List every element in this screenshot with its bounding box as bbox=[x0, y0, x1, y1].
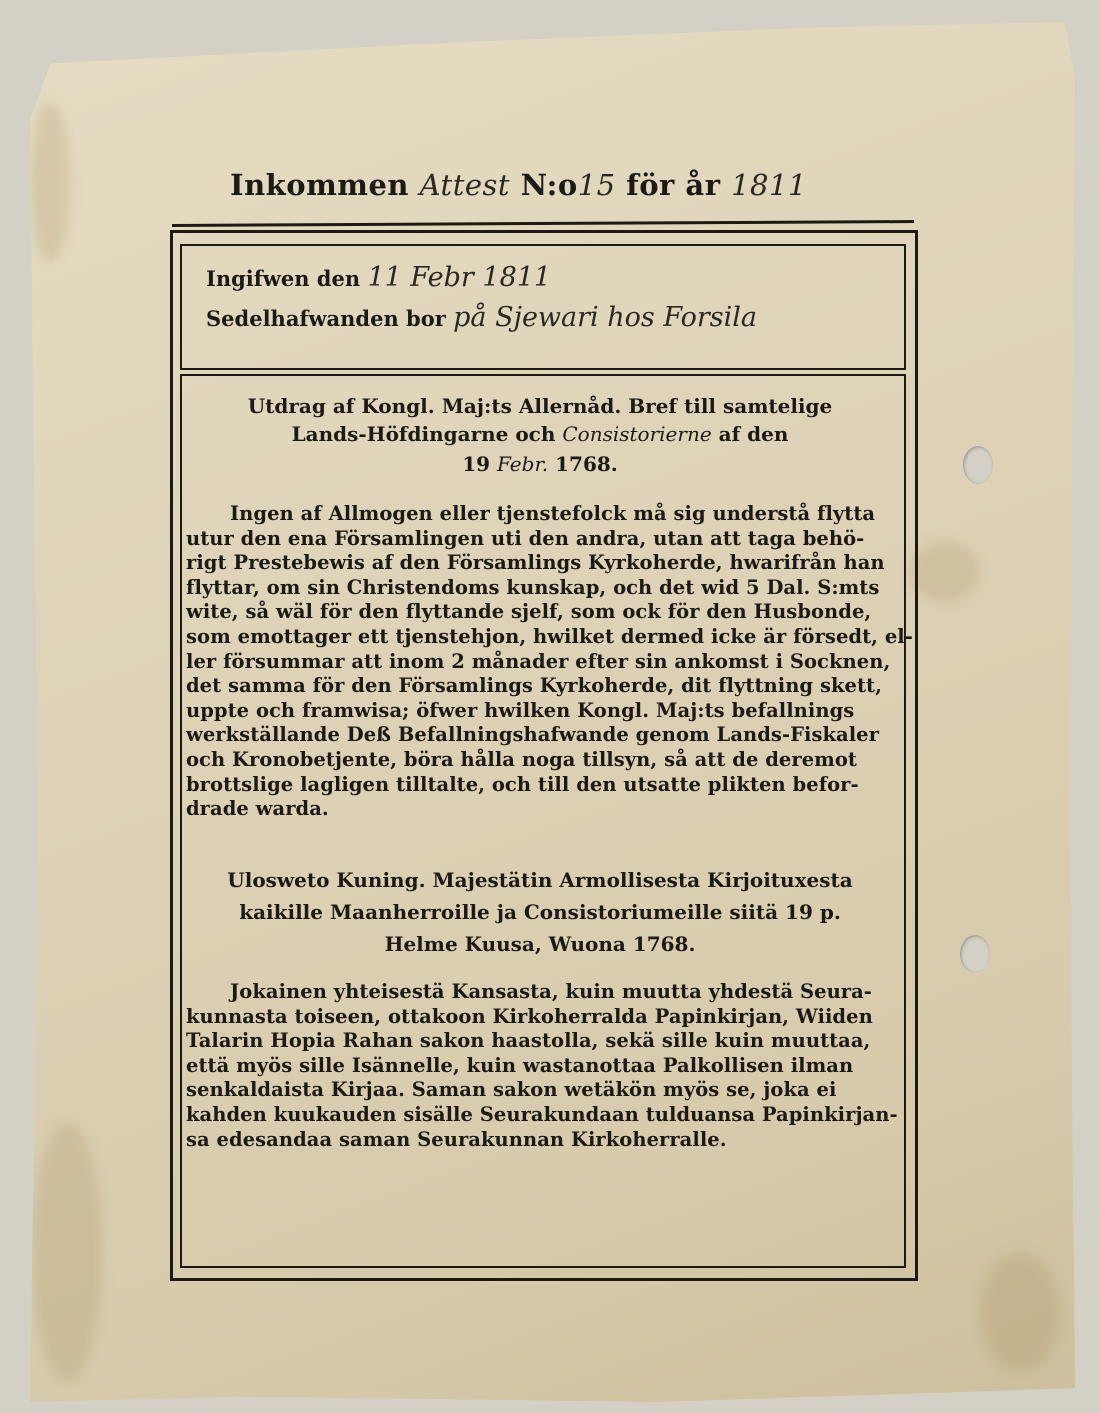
text-line: kunnasta toiseen, ottakoon Kirkoherralda Papinkirjan, Wiiden bbox=[186, 1004, 873, 1028]
swedish-heading-line-1: Utdrag af Kongl. Maj:ts Allernåd. Bref till samtelige bbox=[247, 394, 833, 418]
swedish-heading-line-3 bbox=[190, 452, 890, 476]
swedish-heading-3c: 1768. bbox=[555, 452, 618, 476]
title-year: 1811 bbox=[731, 168, 807, 202]
text-line: Jokainen yhteisestä Kansasta, kuin muutta yhdestä Seura- bbox=[230, 980, 872, 1003]
swedish-heading-line-2 bbox=[190, 422, 890, 446]
swedish-heading-2b: Consistorierne bbox=[562, 422, 712, 446]
text-line: wite, så wäl för den flyttande sjelf, som ock för den Husbonde, bbox=[186, 600, 872, 624]
text-line: flyttar, om sin Christendoms kunskap, och det wid 5 Dal. S:mts bbox=[186, 575, 880, 599]
swedish-heading-3b: Febr. bbox=[497, 452, 549, 476]
sedel-label: Sedelhafwanden bor bbox=[206, 306, 446, 331]
swedish-heading-2c: af den bbox=[718, 422, 789, 446]
title-number: 15 bbox=[577, 168, 616, 202]
text-line: sa edesandaa saman Seurakunnan Kirkoherralle. bbox=[186, 1127, 727, 1151]
text-line: drade warda. bbox=[186, 797, 329, 821]
text-line: kahden kuukauden sisälle Seurakundaan tulduansa Papinkirjan- bbox=[186, 1102, 898, 1126]
text-line: senkaldaista Kirjaa. Saman sakon wetäkön myös se, joka ei bbox=[186, 1078, 837, 1102]
finnish-heading-line-3: Helme Kuusa, Wuona 1768. bbox=[384, 932, 696, 956]
ingifwen-field bbox=[206, 262, 886, 302]
text-line: rigt Prestebewis af den Församlings Kyrkoherde, hwarifrån han bbox=[186, 551, 885, 575]
title-year-label: för år bbox=[626, 168, 721, 202]
text-line: Ingen af Allmogen eller tjenstefolck må sig understå flytta bbox=[230, 502, 876, 525]
ingifwen-label: Ingifwen den bbox=[206, 266, 361, 291]
text-line: och Kronobetjente, böra hålla noga tillsyn, så att de deremot bbox=[186, 747, 857, 771]
title-no: N:o bbox=[520, 168, 578, 202]
text-line: että myös sille Isännelle, kuin wastanottaa Palkollisen ilman bbox=[186, 1053, 854, 1077]
swedish-heading-3a: 19 bbox=[462, 452, 491, 476]
punch-hole-upper bbox=[963, 446, 993, 484]
text-line: det samma för den Församlings Kyrkoherde, dit flyttning skett, bbox=[186, 674, 882, 698]
text-line: Talarin Hopia Rahan sakon haastolla, sekä sille kuin muuttaa, bbox=[186, 1029, 871, 1053]
punch-hole-lower bbox=[960, 935, 990, 973]
swedish-paragraph bbox=[186, 502, 913, 822]
form-title bbox=[230, 168, 870, 218]
sedel-field bbox=[206, 302, 886, 342]
sedel-value: på Sjewari hos Forsila bbox=[453, 302, 757, 333]
text-line: utur den ena Församlingen uti den andra, utan att taga behö- bbox=[186, 526, 865, 550]
title-attest: Attest bbox=[419, 168, 511, 202]
finnish-paragraph bbox=[186, 980, 906, 1152]
finnish-heading-line-2: kaikille Maanherroille ja Consistoriumeille siitä 19 p. bbox=[239, 900, 841, 924]
text-line: werkställande Deß Befallningshafwande genom Lands-Fiskaler bbox=[186, 723, 879, 747]
text-line: brottslige lagligen tilltalte, och till den utsatte plikten befor- bbox=[186, 772, 859, 796]
text-line: ler försummar att inom 2 månader efter sin ankomst i Socknen, bbox=[186, 649, 891, 673]
text-line: uppte och framwisa; öfwer hwilken Kongl. Maj:ts befallnings bbox=[186, 698, 855, 722]
title-prefix: Inkommen bbox=[230, 168, 409, 202]
finnish-heading-line-1: Ulosweto Kuning. Majestätin Armollisesta Kirjoituxesta bbox=[227, 868, 853, 892]
text-line: som emottager ett tjenstehjon, hwilket dermed icke är försedt, el- bbox=[186, 624, 913, 648]
ingifwen-value: 11 Febr 1811 bbox=[367, 262, 552, 293]
swedish-heading-2a: Lands-Höfdingarne och bbox=[291, 422, 556, 446]
